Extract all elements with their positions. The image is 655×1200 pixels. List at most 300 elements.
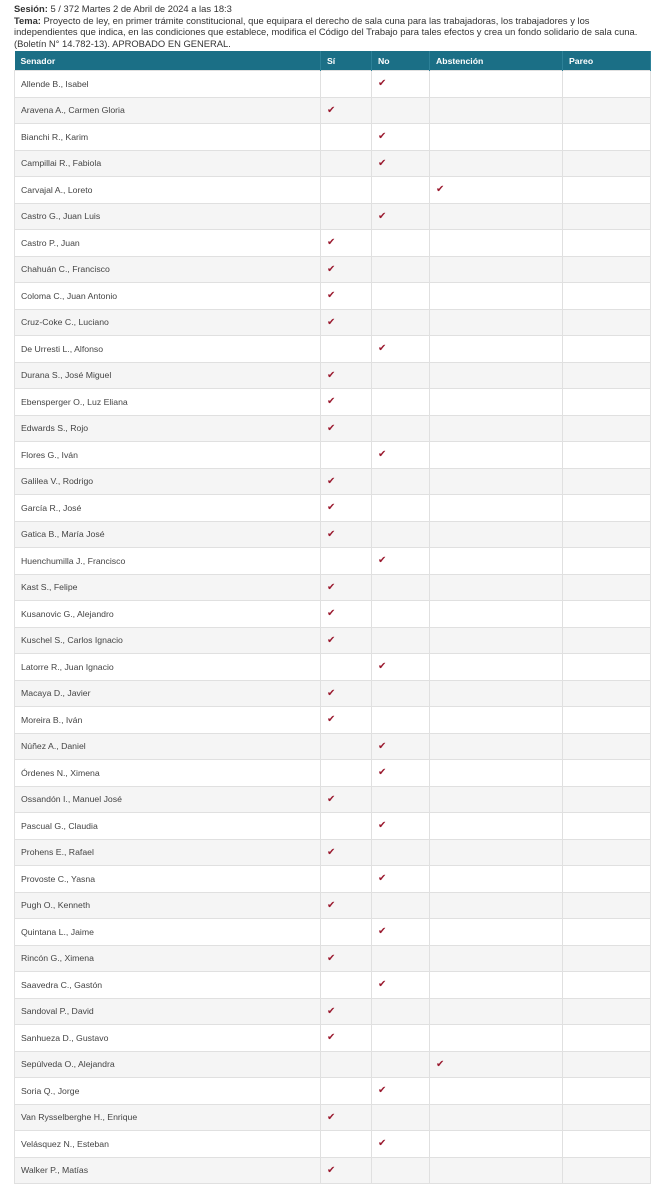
vote-cell-pareo (563, 945, 651, 972)
vote-cell-si (321, 362, 372, 389)
vote-cell-no (372, 707, 430, 734)
vote-cell-no (372, 627, 430, 654)
table-row (15, 1078, 651, 1105)
check-icon: ✔ (327, 899, 336, 911)
senator-name: Quintana L., Jaime (15, 919, 321, 946)
vote-cell-pareo (563, 786, 651, 813)
vote-cell-si (321, 627, 372, 654)
table-row (15, 998, 651, 1025)
vote-cell-pareo (563, 548, 651, 575)
vote-cell-si (321, 256, 372, 283)
vote-cell-pareo (563, 124, 651, 151)
vote-cell-abstencion (430, 707, 563, 734)
vote-cell-no (372, 839, 430, 866)
session-value: 5 / 372 Martes 2 de Abril de 2024 a las 18:3 (50, 3, 232, 14)
vote-cell-no (372, 309, 430, 336)
vote-cell-abstencion (430, 495, 563, 522)
vote-cell-abstencion (430, 760, 563, 787)
check-icon: ✔ (436, 184, 445, 196)
table-row (15, 866, 651, 893)
senator-name: Pugh O., Kenneth (15, 892, 321, 919)
vote-cell-pareo (563, 707, 651, 734)
senator-name: Gatica B., María José (15, 521, 321, 548)
vote-cell-abstencion (430, 336, 563, 363)
check-icon: ✔ (327, 104, 336, 116)
check-icon: ✔ (378, 131, 387, 143)
check-icon: ✔ (378, 740, 387, 752)
topic-value: Proyecto de ley, en primer trámite constitucional, que equipara el derecho de sala cuna para las trabajadoras, los trabajadores y los independientes que indica, en las condiciones que establece, modifica el Código del Trabajo para tales efectos y crea un fondo solidario de sala cuna. (Boletín N° 14.782-13). APROBADO EN GENERAL. (14, 14, 638, 49)
vote-cell-no (372, 733, 430, 760)
senator-name: Huenchumilla J., Francisco (15, 548, 321, 575)
vote-cell-no (372, 442, 430, 469)
vote-cell-no (372, 177, 430, 204)
vote-cell-no (372, 786, 430, 813)
vote-cell-no (372, 548, 430, 575)
table-row (15, 362, 651, 389)
vote-cell-no (372, 256, 430, 283)
senator-name: Bianchi R., Karim (15, 124, 321, 151)
vote-cell-abstencion (430, 256, 563, 283)
table-row (15, 760, 651, 787)
check-icon: ✔ (327, 422, 336, 434)
vote-cell-si (321, 1078, 372, 1105)
senator-name: Kusanovic G., Alejandro (15, 601, 321, 628)
vote-cell-abstencion (430, 230, 563, 257)
vote-cell-abstencion (430, 177, 563, 204)
topic-line (14, 15, 643, 50)
senator-name: Durana S., José Miguel (15, 362, 321, 389)
session-label: Sesión: (14, 3, 48, 14)
table-row (15, 919, 651, 946)
senator-name: Núñez A., Daniel (15, 733, 321, 760)
check-icon: ✔ (378, 979, 387, 991)
vote-cell-si (321, 760, 372, 787)
vote-cell-si (321, 309, 372, 336)
table-row (15, 892, 651, 919)
vote-cell-no (372, 892, 430, 919)
vote-cell-si (321, 866, 372, 893)
vote-cell-no (372, 203, 430, 230)
table-row (15, 574, 651, 601)
vote-cell-pareo (563, 866, 651, 893)
table-row (15, 1131, 651, 1158)
vote-cell-pareo (563, 336, 651, 363)
check-icon: ✔ (327, 581, 336, 593)
vote-cell-abstencion (430, 945, 563, 972)
vote-cell-si (321, 786, 372, 813)
vote-cell-no (372, 654, 430, 681)
vote-cell-abstencion (430, 892, 563, 919)
vote-cell-pareo (563, 627, 651, 654)
table-row (15, 680, 651, 707)
vote-cell-si (321, 415, 372, 442)
vote-cell-pareo (563, 680, 651, 707)
vote-cell-si (321, 601, 372, 628)
vote-cell-abstencion (430, 521, 563, 548)
table-row (15, 150, 651, 177)
vote-cell-si (321, 521, 372, 548)
check-icon: ✔ (327, 475, 336, 487)
vote-cell-pareo (563, 442, 651, 469)
check-icon: ✔ (327, 528, 336, 540)
vote-cell-si (321, 574, 372, 601)
check-icon: ✔ (327, 793, 336, 805)
vote-cell-no (372, 1025, 430, 1052)
vote-table (14, 51, 651, 1184)
vote-cell-pareo (563, 177, 651, 204)
vote-cell-pareo (563, 309, 651, 336)
senator-name: Castro G., Juan Luis (15, 203, 321, 230)
check-icon: ✔ (378, 926, 387, 938)
vote-cell-si (321, 892, 372, 919)
column-header-abstencion: Abstención (430, 51, 563, 71)
vote-cell-pareo (563, 1025, 651, 1052)
vote-cell-abstencion (430, 1131, 563, 1158)
vote-cell-pareo (563, 521, 651, 548)
table-row (15, 442, 651, 469)
senator-name: Provoste C., Yasna (15, 866, 321, 893)
vote-cell-no (372, 998, 430, 1025)
senator-name: García R., José (15, 495, 321, 522)
vote-cell-pareo (563, 415, 651, 442)
senator-name: Galilea V., Rodrigo (15, 468, 321, 495)
vote-cell-pareo (563, 892, 651, 919)
vote-cell-abstencion (430, 972, 563, 999)
vote-cell-pareo (563, 283, 651, 310)
vote-cell-pareo (563, 230, 651, 257)
senator-name: Sepúlveda O., Alejandra (15, 1051, 321, 1078)
check-icon: ✔ (436, 1058, 445, 1070)
table-row (15, 336, 651, 363)
check-icon: ✔ (327, 1032, 336, 1044)
vote-cell-pareo (563, 71, 651, 98)
vote-cell-no (372, 150, 430, 177)
vote-cell-pareo (563, 1104, 651, 1131)
senator-name: Coloma C., Juan Antonio (15, 283, 321, 310)
senator-name: Pascual G., Claudia (15, 813, 321, 840)
senator-name: Walker P., Matías (15, 1157, 321, 1184)
column-header-pareo: Pareo (563, 51, 651, 71)
vote-cell-pareo (563, 601, 651, 628)
vote-cell-si (321, 813, 372, 840)
check-icon: ✔ (378, 555, 387, 567)
vote-cell-si (321, 707, 372, 734)
vote-cell-pareo (563, 574, 651, 601)
vote-cell-si (321, 177, 372, 204)
senator-name: Flores G., Iván (15, 442, 321, 469)
check-icon: ✔ (378, 873, 387, 885)
vote-cell-abstencion (430, 124, 563, 151)
check-icon: ✔ (327, 290, 336, 302)
vote-cell-abstencion (430, 150, 563, 177)
senator-name: Latorre R., Juan Ignacio (15, 654, 321, 681)
senator-name: Campillai R., Fabiola (15, 150, 321, 177)
vote-cell-no (372, 1078, 430, 1105)
senator-name: Kuschel S., Carlos Ignacio (15, 627, 321, 654)
check-icon: ✔ (378, 449, 387, 461)
check-icon: ✔ (327, 952, 336, 964)
vote-cell-si (321, 1025, 372, 1052)
vote-cell-si (321, 203, 372, 230)
table-row (15, 495, 651, 522)
vote-table-header (15, 51, 651, 71)
senator-name: Soria Q., Jorge (15, 1078, 321, 1105)
vote-cell-abstencion (430, 574, 563, 601)
column-header-no: No (372, 51, 430, 71)
vote-cell-pareo (563, 97, 651, 124)
vote-cell-pareo (563, 733, 651, 760)
vote-cell-si (321, 680, 372, 707)
vote-cell-no (372, 124, 430, 151)
table-row (15, 521, 651, 548)
table-row (15, 654, 651, 681)
senator-name: Macaya D., Javier (15, 680, 321, 707)
check-icon: ✔ (378, 1085, 387, 1097)
check-icon: ✔ (327, 369, 336, 381)
vote-cell-si (321, 548, 372, 575)
vote-cell-abstencion (430, 1157, 563, 1184)
table-row (15, 839, 651, 866)
vote-cell-abstencion (430, 1051, 563, 1078)
vote-cell-no (372, 362, 430, 389)
column-header-si: Sí (321, 51, 372, 71)
table-row (15, 415, 651, 442)
table-row (15, 256, 651, 283)
vote-cell-si (321, 71, 372, 98)
vote-cell-si (321, 654, 372, 681)
table-row (15, 733, 651, 760)
vote-cell-si (321, 1104, 372, 1131)
vote-cell-no (372, 1157, 430, 1184)
vote-cell-pareo (563, 203, 651, 230)
check-icon: ✔ (327, 846, 336, 858)
vote-cell-abstencion (430, 998, 563, 1025)
senator-name: Sandoval P., David (15, 998, 321, 1025)
vote-cell-si (321, 150, 372, 177)
vote-cell-si (321, 124, 372, 151)
table-row (15, 707, 651, 734)
table-row (15, 945, 651, 972)
senator-name: Allende B., Isabel (15, 71, 321, 98)
vote-cell-abstencion (430, 283, 563, 310)
vote-cell-pareo (563, 389, 651, 416)
vote-cell-no (372, 521, 430, 548)
table-row (15, 786, 651, 813)
vote-cell-abstencion (430, 548, 563, 575)
vote-cell-pareo (563, 972, 651, 999)
table-row (15, 813, 651, 840)
table-row (15, 230, 651, 257)
senator-name: Cruz-Coke C., Luciano (15, 309, 321, 336)
table-row (15, 548, 651, 575)
vote-cell-si (321, 1157, 372, 1184)
senator-name: Velásquez N., Esteban (15, 1131, 321, 1158)
vote-cell-si (321, 972, 372, 999)
session-line (14, 3, 643, 15)
senator-name: Castro P., Juan (15, 230, 321, 257)
vote-cell-no (372, 389, 430, 416)
vote-cell-no (372, 919, 430, 946)
vote-cell-abstencion (430, 786, 563, 813)
senator-name: Sanhueza D., Gustavo (15, 1025, 321, 1052)
vote-cell-pareo (563, 1157, 651, 1184)
vote-cell-abstencion (430, 601, 563, 628)
table-row (15, 468, 651, 495)
check-icon: ✔ (378, 820, 387, 832)
topic-label: Tema: (14, 14, 41, 26)
vote-cell-pareo (563, 813, 651, 840)
vote-cell-no (372, 972, 430, 999)
table-row (15, 1051, 651, 1078)
vote-cell-no (372, 283, 430, 310)
vote-cell-si (321, 998, 372, 1025)
senator-name: Órdenes N., Ximena (15, 760, 321, 787)
check-icon: ✔ (327, 502, 336, 514)
vote-cell-si (321, 389, 372, 416)
column-header-senador: Senador (15, 51, 321, 71)
check-icon: ✔ (327, 1005, 336, 1017)
vote-cell-abstencion (430, 919, 563, 946)
vote-cell-si (321, 283, 372, 310)
table-row (15, 309, 651, 336)
table-row (15, 177, 651, 204)
vote-cell-no (372, 1131, 430, 1158)
vote-cell-abstencion (430, 1078, 563, 1105)
check-icon: ✔ (327, 1111, 336, 1123)
vote-cell-abstencion (430, 203, 563, 230)
vote-cell-si (321, 1051, 372, 1078)
senator-name: Rincón G., Ximena (15, 945, 321, 972)
check-icon: ✔ (327, 237, 336, 249)
vote-cell-pareo (563, 998, 651, 1025)
vote-cell-no (372, 813, 430, 840)
senator-name: Saavedra C., Gastón (15, 972, 321, 999)
vote-cell-no (372, 97, 430, 124)
senator-name: Carvajal A., Loreto (15, 177, 321, 204)
vote-cell-abstencion (430, 733, 563, 760)
vote-cell-abstencion (430, 627, 563, 654)
check-icon: ✔ (327, 396, 336, 408)
check-icon: ✔ (378, 767, 387, 779)
vote-cell-pareo (563, 256, 651, 283)
check-icon: ✔ (327, 316, 336, 328)
senator-name: Kast S., Felipe (15, 574, 321, 601)
check-icon: ✔ (327, 1164, 336, 1176)
vote-cell-si (321, 839, 372, 866)
vote-cell-abstencion (430, 813, 563, 840)
vote-cell-no (372, 495, 430, 522)
vote-cell-abstencion (430, 309, 563, 336)
vote-cell-no (372, 71, 430, 98)
vote-cell-no (372, 601, 430, 628)
check-icon: ✔ (378, 343, 387, 355)
vote-cell-abstencion (430, 71, 563, 98)
senator-name: De Urresti L., Alfonso (15, 336, 321, 363)
senator-name: Ossandón I., Manuel José (15, 786, 321, 813)
table-row (15, 389, 651, 416)
vote-cell-pareo (563, 1131, 651, 1158)
table-row (15, 972, 651, 999)
vote-cell-pareo (563, 919, 651, 946)
check-icon: ✔ (378, 1138, 387, 1150)
check-icon: ✔ (327, 687, 336, 699)
vote-cell-pareo (563, 468, 651, 495)
vote-cell-si (321, 468, 372, 495)
table-row (15, 71, 651, 98)
vote-cell-no (372, 1104, 430, 1131)
vote-cell-pareo (563, 654, 651, 681)
vote-cell-si (321, 495, 372, 522)
check-icon: ✔ (327, 263, 336, 275)
check-icon: ✔ (327, 714, 336, 726)
vote-cell-no (372, 680, 430, 707)
table-row (15, 601, 651, 628)
vote-cell-no (372, 336, 430, 363)
vote-cell-no (372, 230, 430, 257)
table-row (15, 1157, 651, 1184)
table-row (15, 1025, 651, 1052)
vote-cell-pareo (563, 839, 651, 866)
vote-cell-si (321, 945, 372, 972)
vote-cell-si (321, 733, 372, 760)
vote-cell-si (321, 336, 372, 363)
vote-cell-si (321, 1131, 372, 1158)
vote-cell-si (321, 919, 372, 946)
vote-cell-abstencion (430, 1025, 563, 1052)
vote-cell-abstencion (430, 866, 563, 893)
vote-cell-no (372, 945, 430, 972)
vote-cell-si (321, 97, 372, 124)
vote-cell-no (372, 468, 430, 495)
table-row (15, 627, 651, 654)
senator-name: Moreira B., Iván (15, 707, 321, 734)
vote-cell-no (372, 760, 430, 787)
vote-cell-abstencion (430, 389, 563, 416)
senator-name: Chahuán C., Francisco (15, 256, 321, 283)
table-row (15, 124, 651, 151)
table-row (15, 203, 651, 230)
table-row (15, 283, 651, 310)
senator-name: Edwards S., Rojo (15, 415, 321, 442)
vote-cell-pareo (563, 495, 651, 522)
check-icon: ✔ (378, 157, 387, 169)
vote-cell-abstencion (430, 468, 563, 495)
vote-cell-si (321, 442, 372, 469)
vote-cell-abstencion (430, 839, 563, 866)
vote-cell-abstencion (430, 442, 563, 469)
check-icon: ✔ (378, 661, 387, 673)
vote-cell-abstencion (430, 680, 563, 707)
vote-cell-no (372, 415, 430, 442)
senator-name: Ebensperger O., Luz Eliana (15, 389, 321, 416)
check-icon: ✔ (378, 210, 387, 222)
check-icon: ✔ (327, 634, 336, 646)
vote-cell-pareo (563, 760, 651, 787)
vote-cell-si (321, 230, 372, 257)
vote-cell-no (372, 1051, 430, 1078)
vote-cell-abstencion (430, 97, 563, 124)
vote-cell-pareo (563, 362, 651, 389)
vote-cell-pareo (563, 150, 651, 177)
vote-table-body (15, 71, 651, 1184)
vote-cell-no (372, 574, 430, 601)
table-row (15, 1104, 651, 1131)
vote-cell-no (372, 866, 430, 893)
check-icon: ✔ (327, 608, 336, 620)
vote-cell-abstencion (430, 1104, 563, 1131)
check-icon: ✔ (378, 78, 387, 90)
vote-cell-abstencion (430, 654, 563, 681)
